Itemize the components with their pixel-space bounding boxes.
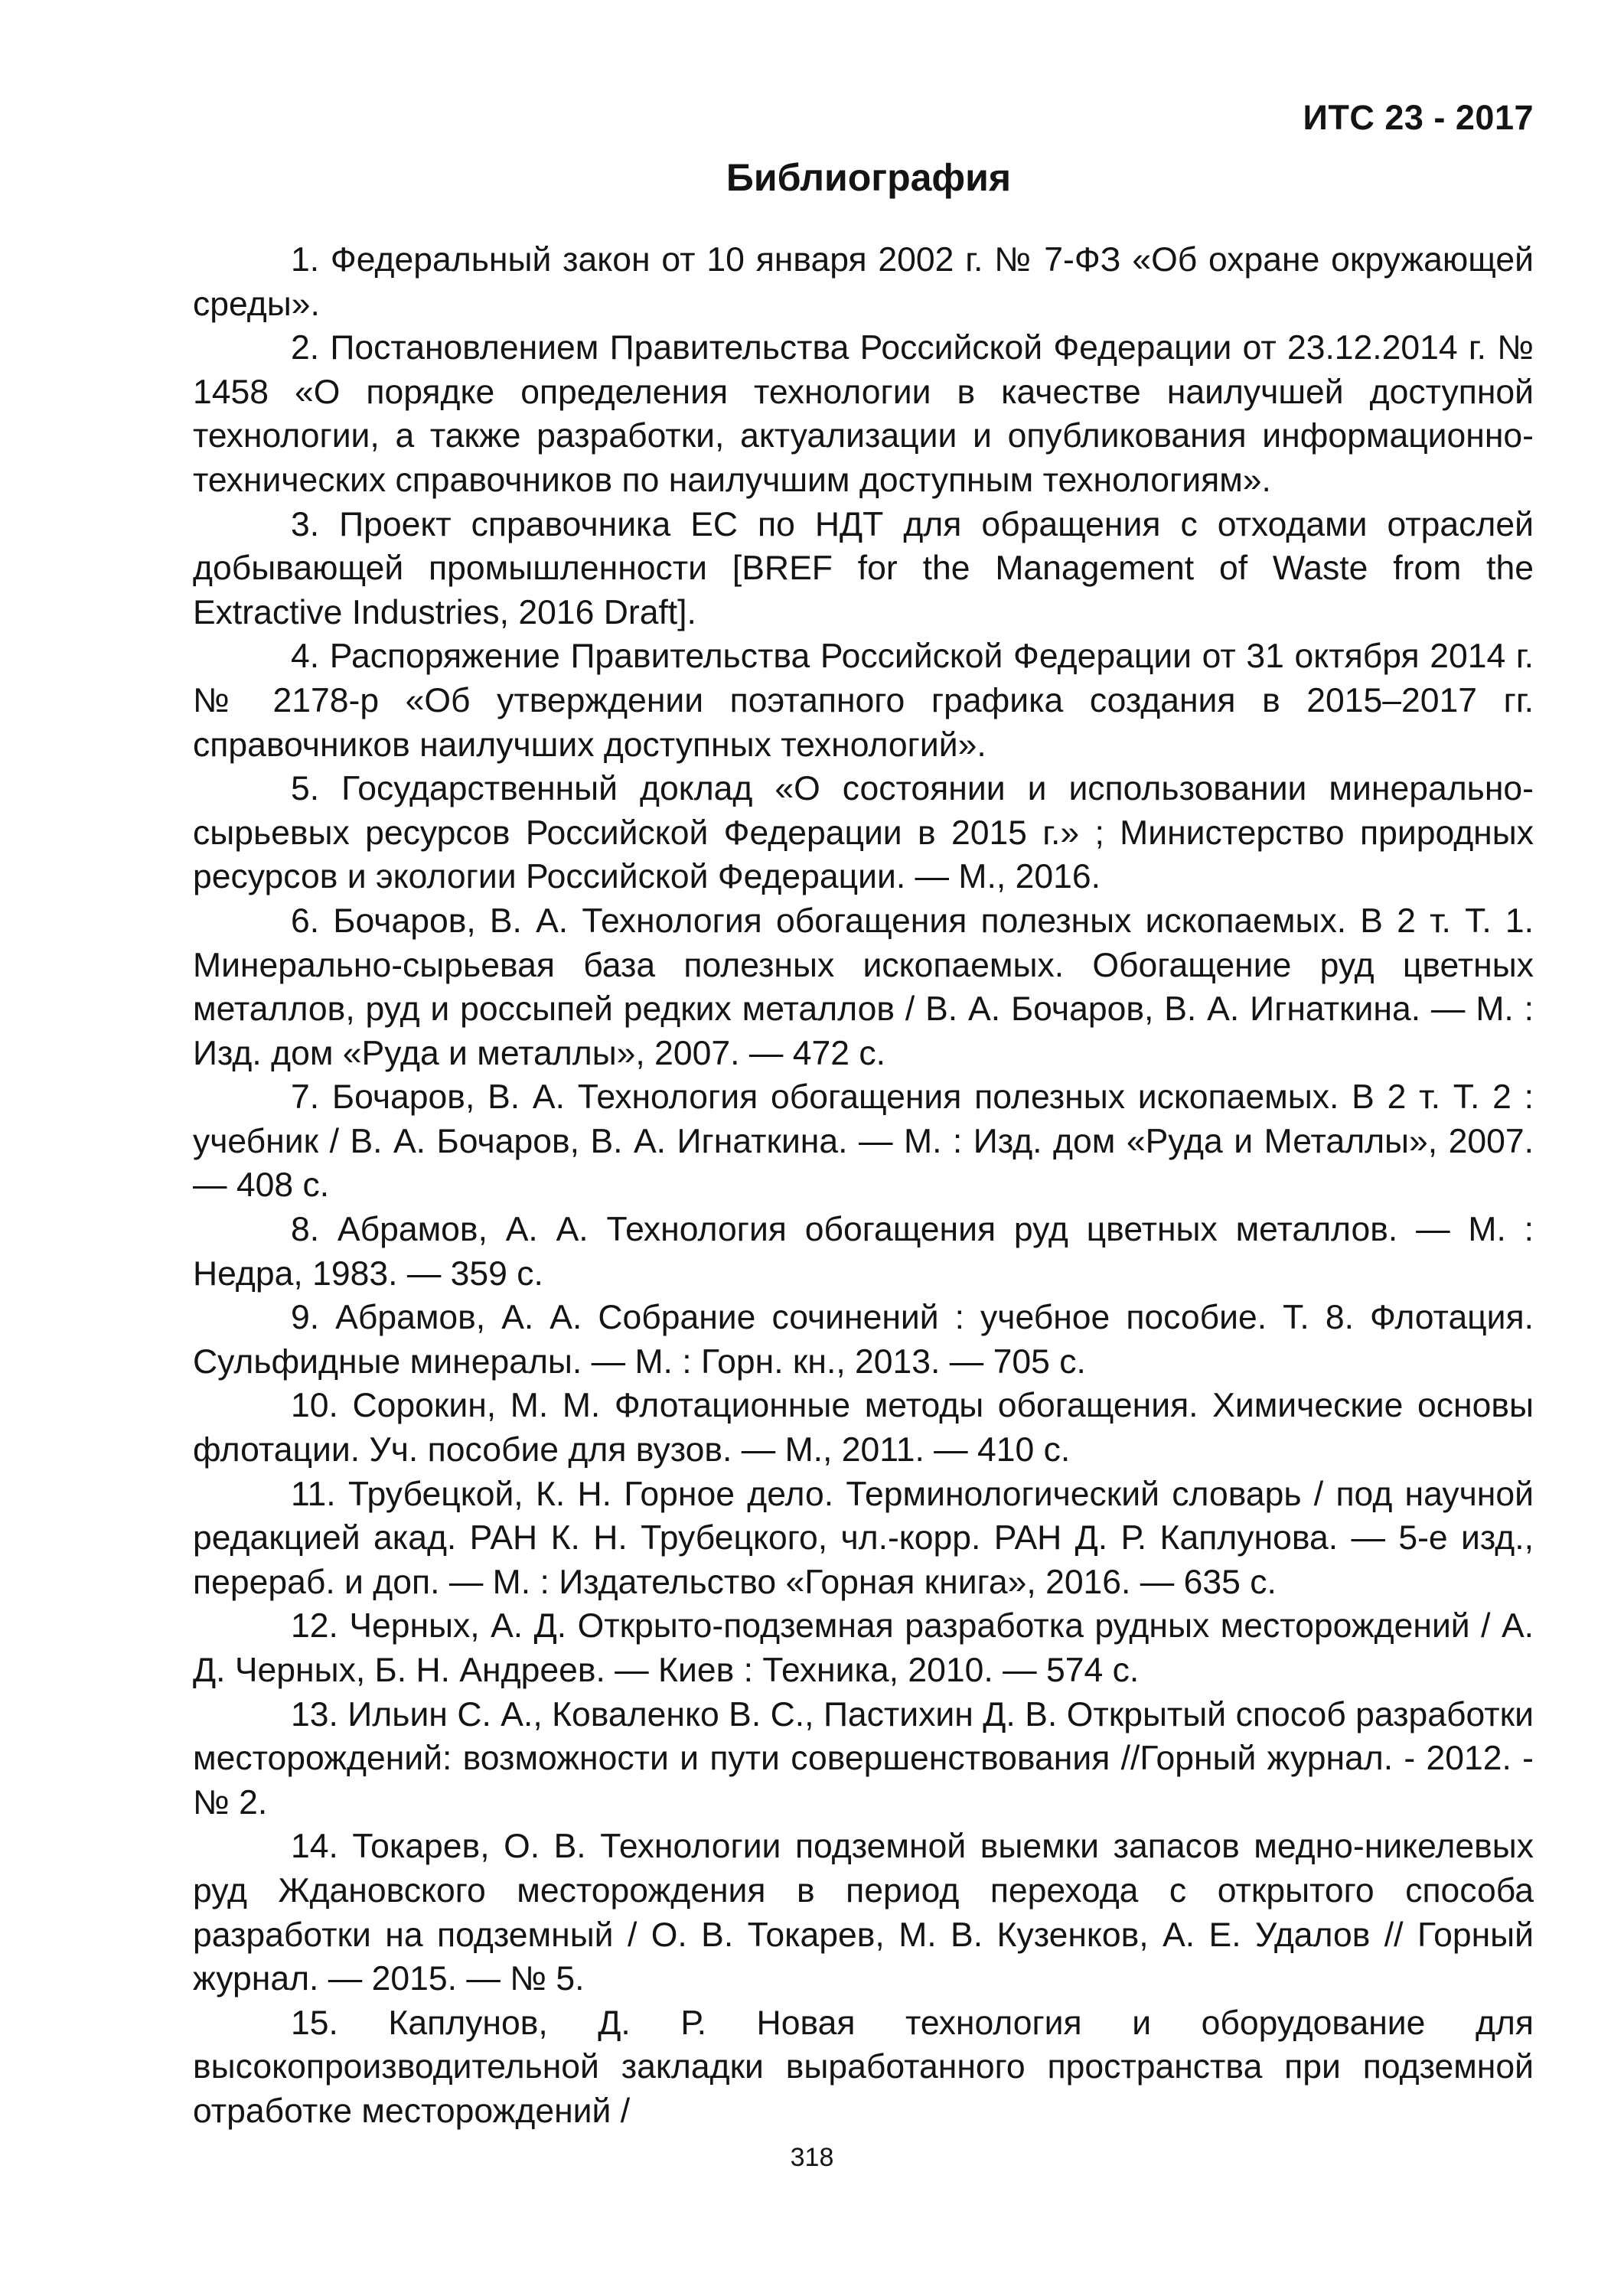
bibliography-entry: 8. Абрамов, А. А. Технология обогащения руд цветных металлов. — М. : Недра, 1983. — 359 с. xyxy=(193,1211,1534,1293)
bibliography-entry: 4. Распоряжение Правительства Российской Федерации от 31 октября 2014 г. № 2178-р «Об утверждении поэтапного графика создания в 2015–2017 гг. справочников наилучших доступных технологий». xyxy=(193,638,1534,764)
bibliography-entry: 15. Каплунов, Д. Р. Новая технология и оборудование для высокопроизводительной закладки выработанного пространства при подземной отработке месторождений / xyxy=(193,2004,1534,2130)
page-title: Библиография xyxy=(726,156,1012,199)
bibliography-entry: 10. Сорокин, М. М. Флотационные методы обогащения. Химические основы флотации. Уч. пособие для вузов. — М., 2011. — 410 с. xyxy=(193,1387,1534,1469)
bibliography-entry: 12. Черных, А. Д. Открыто-подземная разработка рудных месторождений / А. Д. Черных, Б. Н. Андреев. — Киев : Техника, 2010. — 574 с. xyxy=(193,1607,1534,1689)
bibliography-entry: 2. Постановлением Правительства Российской Федерации от 23.12.2014 г. № 1458 «О порядке определения технологии в качестве наилучшей доступной технологии, а также разработки, актуализации и опубликования информационно-технических справочников по наилучшим доступным технологиям». xyxy=(193,329,1534,499)
bibliography-entry: 14. Токарев, О. В. Технологии подземной выемки запасов медно-никелевых руд Ждановского месторождения в период перехода с открытого способа разработки на подземный / О. В. Токарев, М. В. Кузенков, А. Е. Удалов // Горный журнал. — 2015. — № 5. xyxy=(193,1828,1534,1998)
bibliography-list xyxy=(193,238,1534,2134)
bibliography-entry: 1. Федеральный закон от 10 января 2002 г. № 7-ФЗ «Об охране окружающей среды». xyxy=(193,241,1534,323)
document-code: ИТС 23 - 2017 xyxy=(1303,98,1534,137)
bibliography-entry: 9. Абрамов, А. А. Собрание сочинений : учебное пособие. Т. 8. Флотация. Сульфидные минералы. — М. : Горн. кн., 2013. — 705 с. xyxy=(193,1299,1534,1381)
bibliography-entry: 6. Бочаров, В. А. Технология обогащения полезных ископаемых. В 2 т. Т. 1. Минерально-сырьевая база полезных ископаемых. Обогащение руд цветных металлов, руд и россыпей редких металлов / В. А. Бочаров, В. А. Игнаткина. — М. : Изд. дом «Руда и металлы», 2007. — 472 с. xyxy=(193,902,1534,1072)
bibliography-entry: 13. Ильин С. А., Коваленко В. С., Пастихин Д. В. Открытый способ разработки месторождений: возможности и пути совершенствования //Горный журнал. - 2012. - № 2. xyxy=(193,1695,1534,1821)
bibliography-entry: 11. Трубецкой, К. Н. Горное дело. Терминологический словарь / под научной редакцией акад. РАН К. Н. Трубецкого, чл.-корр. РАН Д. Р. Каплунова. — 5-е изд., перераб. и доп. — М. : Издательство «Горная книга», 2016. — 635 с. xyxy=(193,1475,1534,1601)
bibliography-entry: 7. Бочаров, В. А. Технология обогащения полезных ископаемых. В 2 т. Т. 2 : учебник / В. А. Бочаров, В. А. Игнаткина. — М. : Изд. дом «Руда и Металлы», 2007. — 408 с. xyxy=(193,1078,1534,1205)
bibliography-entry: 5. Государственный доклад «О состоянии и использовании минерально-сырьевых ресурсов Российской Федерации в 2015 г.» ; Министерство природных ресурсов и экологии Российской Федерации. — М., 2016. xyxy=(193,770,1534,896)
bibliography-entry: 3. Проект справочника ЕС по НДТ для обращения с отходами отраслей добывающей промышленности [BREF for the Management of Waste from the Extractive Industries, 2016 Draft]. xyxy=(193,505,1534,631)
page-number: 318 xyxy=(790,2143,834,2172)
